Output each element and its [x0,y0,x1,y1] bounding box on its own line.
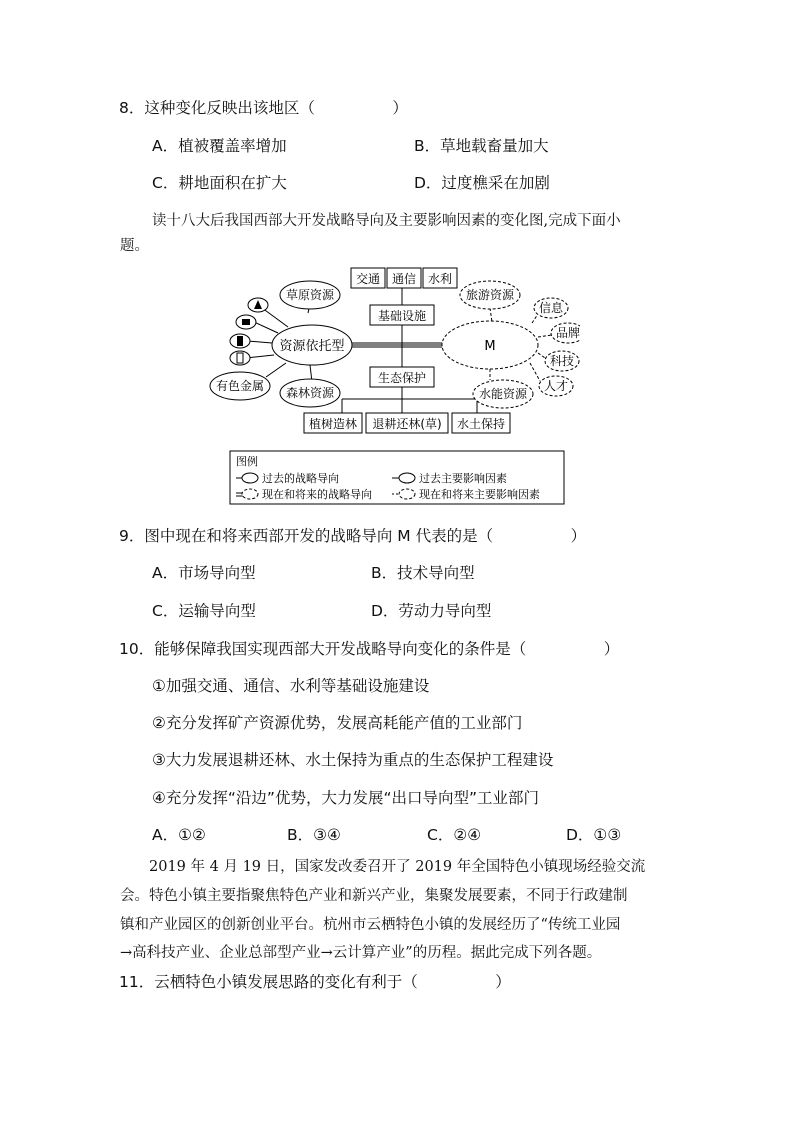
info-label: 信息 [538,301,564,315]
q9-option-d: D．劳动力导向型 [371,602,492,620]
legend-past-strategy: 过去的战略导向 [262,472,339,485]
resource-label: 资源依托型 [279,339,345,354]
q9-option-b: B．技术导向型 [371,564,475,582]
infra-transport-label: 交通 [355,272,381,286]
legend-future-factor-icon [399,489,415,499]
infra-water-label: 水利 [427,272,453,286]
legend-title: 图例 [236,455,258,468]
legend-past-strategy-icon [242,473,258,483]
legend-past-factor-icon [399,473,415,483]
talent-label: 人才 [543,379,569,393]
q10-stem: 10．能够保障我国实现西部大开发战略导向变化的条件是（ ） [119,640,620,658]
q9-option-a: A．市场导向型 [152,564,256,582]
q8-option-d: D．过度樵采在加剧 [414,174,550,192]
infra-label: 基础设施 [377,309,427,323]
bar-mineral-icon [237,336,243,346]
m-label: M [484,339,496,354]
eco-item-3: 水土保持 [456,417,506,431]
brand-label: 品牌 [555,326,580,340]
q10-item-1: ①加强交通、通信、水利等基础设施建设 [152,677,430,695]
q10-item-2: ②充分发挥矿产资源优势，发展高耗能产值的工业部门 [152,714,523,732]
hydro-label: 水能资源 [478,387,528,401]
tourism-label: 旅游资源 [465,288,515,302]
grassland-label: 草原资源 [285,288,335,302]
q8-stem: 8．这种变化反映出该地区（ ） [119,99,408,117]
q11-stem: 11．云栖特色小镇发展思路的变化有利于（ ） [119,973,511,991]
eco-item-1: 植树造林 [308,417,358,431]
q10-option-d: D．①③ [566,826,622,844]
legend-future-strategy-icon [242,489,258,499]
legend-future-factor: 现在和将来主要影响因素 [419,488,540,501]
intro1-line1: 读十八大后我国西部大开发战略导向及主要影响因素的变化图,完成下面小 [152,213,621,229]
intro2-line3: 镇和产业园区的创新创业平台。杭州市云栖特色小镇的发展经历了“传统工业园 [120,917,621,933]
intro1-line2: 题。 [120,238,149,254]
q10-option-a: A．①② [152,826,206,844]
eco-label: 生态保护 [377,371,427,385]
q10-item-4: ④充分发挥“沿边”优势，大力发展“出口导向型”工业部门 [152,789,540,807]
intro2-line2: 会。特色小镇主要指聚焦特色产业和新兴产业，集聚发展要素，不同于行政建制 [120,888,628,904]
q9-stem: 9．图中现在和将来西部开发的战略导向 M 代表的是（ ） [119,527,587,545]
forest-label: 森林资源 [285,386,335,400]
legend-past-factor: 过去主要影响因素 [419,472,507,485]
intro2-line1: 2019 年 4 月 19 日，国家发改委召开了 2019 年全国特色小镇现场经验交流 [120,859,646,875]
strategy-diagram [200,265,580,510]
q8-option-a: A．植被覆盖率增加 [152,137,287,155]
square-mineral-icon [242,319,250,325]
q8-option-b: B．草地载畜量加大 [414,137,549,155]
q10-option-b: B．③④ [287,826,341,844]
eco-item-2: 退耕还林(草) [372,417,442,431]
hollow-mineral-icon [237,353,243,363]
q8-option-c: C．耕地面积在扩大 [152,174,287,192]
intro2-line4: →高科技产业、企业总部型产业→云计算产业”的历程。据此完成下列各题。 [120,945,602,961]
q10-item-3: ③大力发展退耕还林、水土保持为重点的生态保护工程建设 [152,751,554,769]
metal-label: 有色金属 [215,379,265,393]
legend-future-strategy: 现在和将来的战略导向 [262,488,372,501]
q10-option-c: C．②④ [427,826,482,844]
infra-comm-label: 通信 [391,272,417,286]
tech-label: 科技 [549,354,575,368]
q9-option-c: C．运输导向型 [152,602,256,620]
